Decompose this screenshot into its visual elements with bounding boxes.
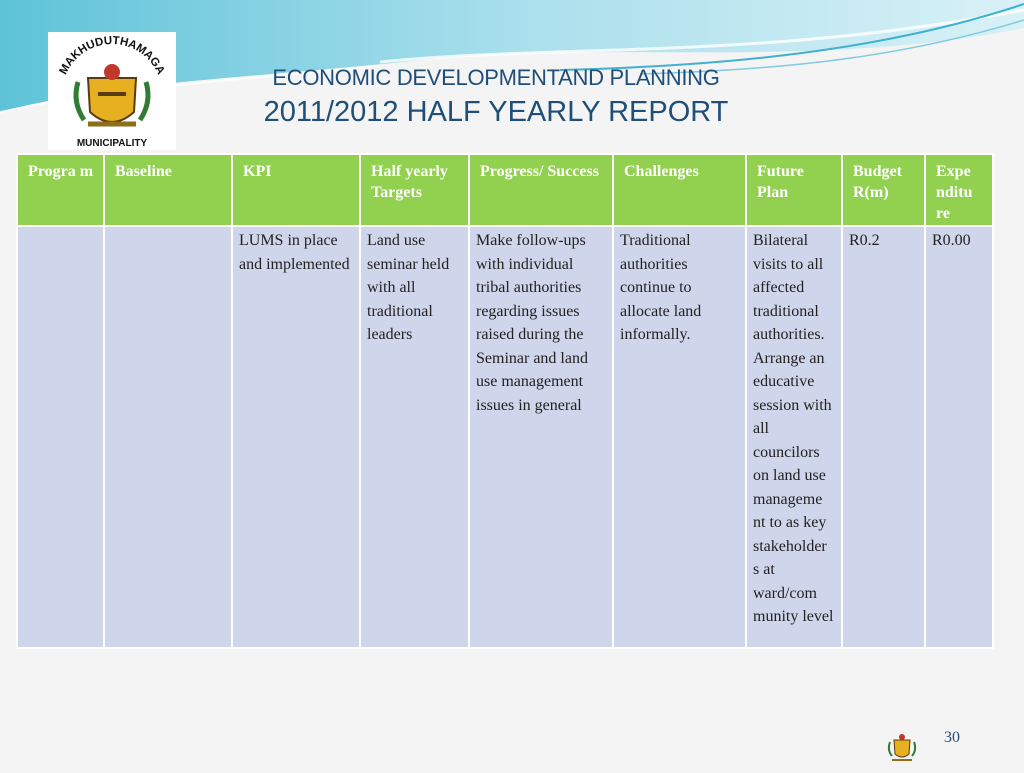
table-row [17, 226, 993, 648]
table-header-row [17, 154, 993, 226]
header-future-plan: Future Plan [746, 154, 842, 226]
header-baseline: Baseline [104, 154, 232, 226]
header-expenditure: Expe nditu re [925, 154, 993, 226]
page-number: 30 [944, 729, 960, 746]
cell-budget: R0.2 [842, 226, 925, 648]
cell-expenditure: R0.00 [925, 226, 993, 648]
report-table [16, 153, 994, 649]
logo-text-bottom: MUNICIPALITY [76, 138, 148, 149]
header-targets: Half yearly Targets [360, 154, 469, 226]
header-program: Progra m [17, 154, 104, 226]
cell-baseline [104, 226, 232, 648]
logo-text-top: MAKHUDUTHAMAGA [57, 34, 167, 77]
cell-program [17, 226, 104, 648]
footer-logo [870, 726, 934, 768]
cell-kpi: LUMS in place and implemented [232, 226, 360, 648]
title-block [200, 64, 792, 130]
page-subtitle: 2011/2012 HALF YEARLY REPORT [263, 96, 729, 128]
cell-targets: Land use seminar held with all traditional leaders [360, 226, 469, 648]
page-title: ECONOMIC DEVELOPMENTAND PLANNING [272, 65, 720, 90]
municipality-logo [48, 32, 176, 150]
cell-challenges: Traditional authorities continue to allocate land informally. [613, 226, 746, 648]
cell-progress: Make follow-ups with individual tribal authorities regarding issues raised during the Seminar and land use management issues in general [469, 226, 613, 648]
header-challenges: Challenges [613, 154, 746, 226]
cell-future-plan: Bilateral visits to all affected traditional authorities. Arrange an educative session with all councilors on land use manageme nt to as key stakeholder s at ward/com munity level [746, 226, 842, 648]
header-kpi: KPI [232, 154, 360, 226]
header-budget: Budget R(m) [842, 154, 925, 226]
header-progress: Progress/ Success [469, 154, 613, 226]
